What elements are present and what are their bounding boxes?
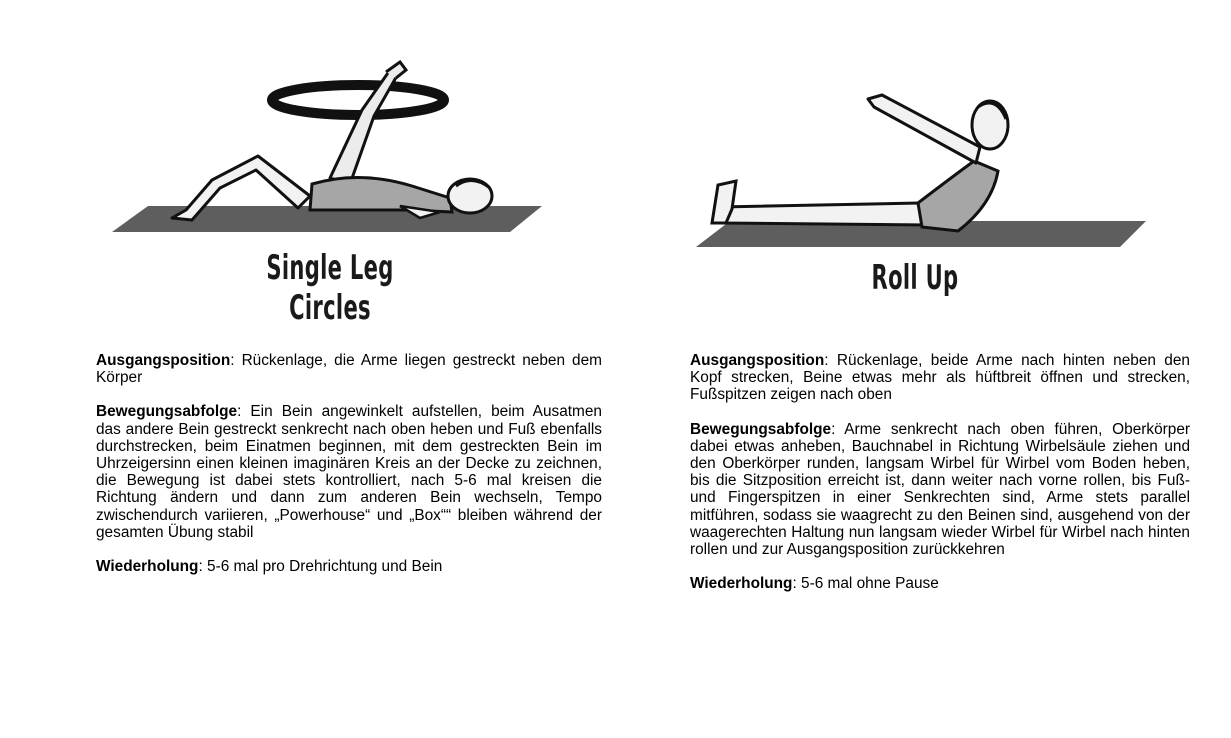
start-position-label: Ausgangsposition bbox=[690, 352, 825, 369]
roll-up-title: Roll Up bbox=[871, 258, 959, 298]
roll-up-illustration bbox=[690, 85, 1150, 255]
repetition-text: 5-6 mal ohne Pause bbox=[801, 575, 939, 593]
roll-up-figure bbox=[690, 85, 1150, 255]
start-position-text: Rückenlage, beide Arme nach hinten neben den Kopf strecken, Beine etwas mehr als hüftbreit öffnen und strecken, Fußspitzen zeigen nach oben bbox=[690, 352, 1190, 404]
motion-sequence-label: Bewegungsabfolge bbox=[690, 420, 832, 438]
roll-up-description bbox=[690, 352, 1190, 609]
single-leg-circles-illustration bbox=[100, 60, 550, 250]
circle-motion-icon bbox=[272, 85, 444, 115]
motion-sequence-paragraph: Bewegungsabfolge: Ein Bein angewinkelt aufstellen, beim Ausatmen das andere Bein gestreckt senkrecht nach oben heben und Fuß ebenfalls durchstrecken, beim Einatmen beginnen, mit dem gestreckten Bein im Uhrzeigersinn einen kleinen imaginären Kreis an der Decke zu zeichnen, die Bewegung ist dabei stets kontrolliert, nach 5-6 mal kreisen die Richtung ändern und dann zum anderen Bein wechseln, Tempo zwischendurch variieren, „Powerhouse“ und „Box““ bleiben während der gesamten Übung stabil bbox=[96, 403, 602, 541]
motion-sequence-text: Arme senkrecht nach oben führen, Oberkörper dabei etwas anheben, Bauchnabel in Richtung Wirbelsäule ziehen und den Oberkörper runden, langsam Wirbel für Wirbel vom Boden heben, bis die Sitzposition erreicht ist, dann weiter nach vorne rollen, bis Fuß- und Fingerspitzen in einer Senkrechten sind, Arme stets parallel mitführen, sodass sie waagrecht zu den Beinen sind, ausgehend von der waagerechten Haltung nun langsam wieder Wirbel für Wirbel nach hinten rollen und zur Ausgangsposition zurückkehren bbox=[690, 420, 1191, 559]
start-position-paragraph: Ausgangsposition: Rückenlage, beide Arme nach hinten neben den Kopf strecken, Beine etwas mehr als hüftbreit öffnen und strecken, Fußspitzen zeigen nach oben bbox=[690, 352, 1190, 404]
head-icon bbox=[972, 101, 1008, 149]
motion-sequence-text: Ein Bein angewinkelt aufstellen, beim Ausatmen das andere Bein gestreckt senkrecht nach oben heben und Fuß ebenfalls durchstrecken, beim Einatmen beginnen, mit dem gestreckten Bein im Uhrzeigersinn einen kleinen imaginären Kreis an der Decke zu zeichnen, die Bewegung ist dabei stets kontrolliert, nach 5-6 mal kreisen die Richtung ändern und dann zum anderen Bein wechseln, Tempo zwischendurch variieren, „Powerhouse“ und „Box““ bleiben während der gesamten Übung stabil bbox=[96, 403, 602, 541]
single-leg-circles-title: Single Leg Circles bbox=[266, 248, 394, 328]
torso-icon bbox=[310, 177, 452, 212]
repetition-paragraph: Wiederholung: 5-6 mal pro Drehrichtung und Bein bbox=[96, 558, 443, 576]
motion-sequence-label: Bewegungsabfolge bbox=[96, 403, 238, 421]
repetition-label: Wiederholung bbox=[690, 575, 793, 593]
repetition-label: Wiederholung bbox=[96, 558, 199, 576]
single-leg-circles-figure bbox=[100, 60, 550, 250]
repetition-paragraph: Wiederholung: 5-6 mal ohne Pause bbox=[690, 575, 939, 593]
repetition-text: 5-6 mal pro Drehrichtung und Bein bbox=[207, 558, 443, 576]
motion-sequence-paragraph: Bewegungsabfolge: Arme senkrecht nach oben führen, Oberkörper dabei etwas anheben, Bauchnabel in Richtung Wirbelsäule ziehen und den Oberkörper runden, langsam Wirbel für Wirbel vom Boden heben, bis die Sitzposition erreicht ist, dann weiter nach vorne rollen, bis Fuß- und Fingerspitzen in einer Senkrechten sind, Arme stets parallel mitführen, sodass sie waagrecht zu den Beinen sind, ausgehend von der waagerechten Haltung nun langsam wieder Wirbel für Wirbel nach hinten rollen und zur Ausgangsposition zurückkehren bbox=[690, 420, 1191, 559]
start-position-text: Rückenlage, die Arme liegen gestreckt neben dem Körper bbox=[96, 352, 602, 387]
torso-icon bbox=[918, 161, 998, 231]
arms-icon bbox=[868, 95, 980, 163]
start-position-paragraph: Ausgangsposition: Rückenlage, die Arme liegen gestreckt neben dem Körper bbox=[96, 352, 602, 387]
start-position-label: Ausgangsposition bbox=[96, 352, 231, 369]
single-leg-circles-description bbox=[96, 352, 602, 592]
legs-icon bbox=[720, 203, 930, 225]
